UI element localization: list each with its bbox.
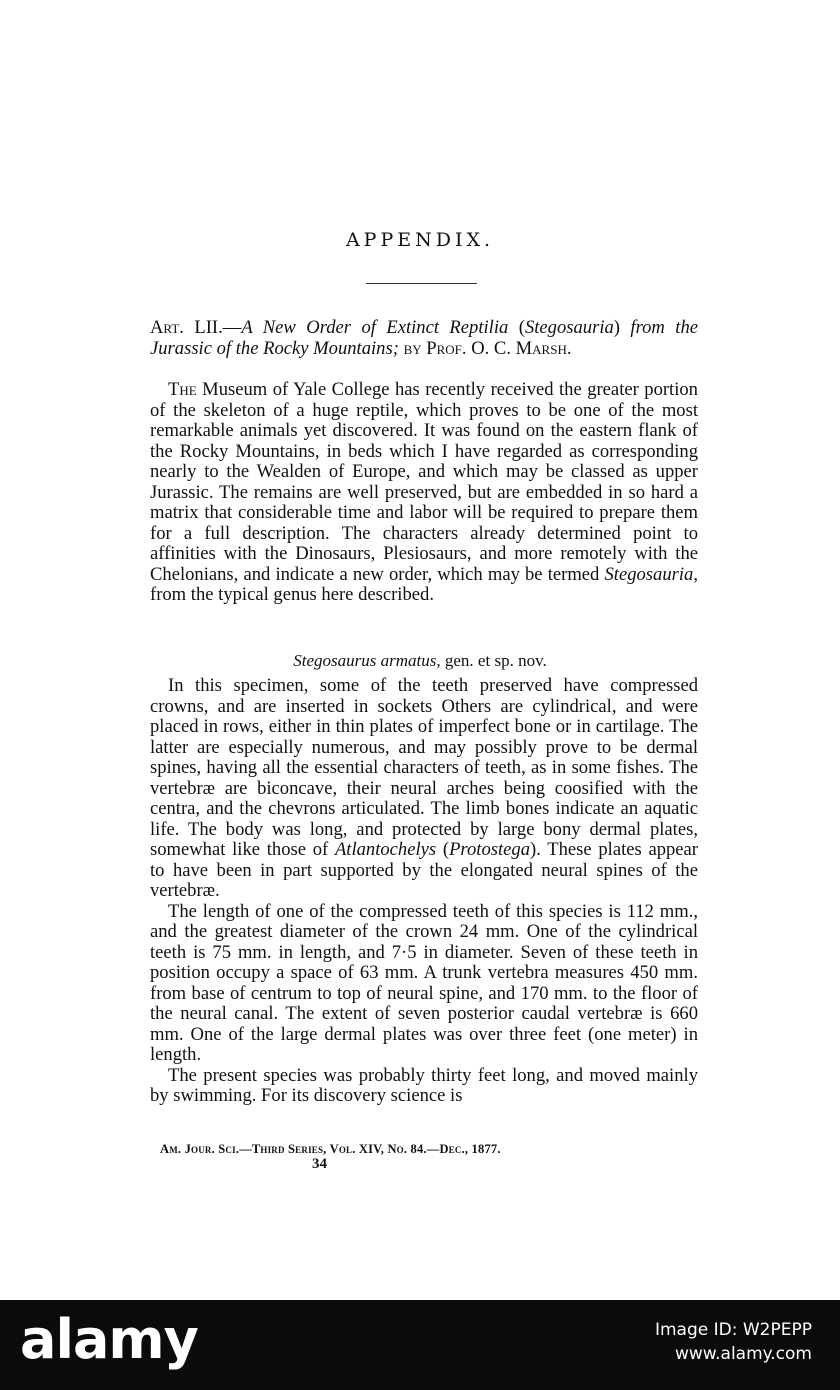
alamy-logo: alamy (20, 1308, 198, 1371)
image-id: Image ID: W2PEPP (654, 1320, 812, 1340)
paragraph-1-text-a: Museum of Yale College has recently received the greater portion of the skeleton of a huge reptile, which proves to be one of the most remarkable animals yet discovered. It was found on the eastern flank of the Rocky Mountains, in beds which I have regarded as corresponding nearly to the Wealden of Europe, and which may be classed as upper Jurassic. The remains are well preserved, but are embedded in so hard a matrix that considerable time and labor will be required to prepare them for a full description. The characters already determined point to affinities with the Dinosaurs, Plesiosaurs, and more remotely with the Chelonians, and indicate a new order, which may be termed (150, 379, 698, 585)
journal-footer: Am. Jour. Sci.—Third Series, Vol. XIV, No. 84.—Dec., 1877. (160, 1142, 501, 1156)
page-heading: APPENDIX. (345, 229, 495, 251)
paragraph-2-text-a: In this specimen, some of the teeth preserved have compressed crowns, and are inserted in sockets Others are cylindrical, and were placed in rows, either in thin plates of imperfect bone or in cartilage. The latter are especially numerous, and may possibly prove to be dermal spines, having all the essential characters of teeth, as in some fishes. The vertebræ are biconcave, their neural arches being coosified with the centra, and the chevrons articulated. The limb bones indicate an aquatic life. The body was long, and protected by large bony dermal plates, somewhat like those of (150, 675, 698, 860)
paragraph-1-text-b: , from the typical genus here described. (150, 563, 698, 605)
body-paragraph-3: The length of one of the compressed teeth of this species is 112 mm., and the greatest diameter of the crown 24 mm. One of the cylindrical teeth is 75 mm. in length, and 7·5 in diameter. Seven of these teeth in position occupy a space of 63 mm. A trunk vertebra measures 450 mm. from base of centrum to top of neural spine, and 170 mm. to the floor of the neural canal. The extent of seven posterior caudal vertebræ is 660 mm. One of the large dermal plates was over three feet (one meter) in length. (150, 900, 698, 1065)
page-number: 34 (312, 1156, 327, 1172)
article-number: Art. LII. (150, 317, 223, 338)
article-title: Art. LII.—A New Order of Extinct Reptilia (Stegosauria) from the Jurassic of the Rocky Mountains; by Prof. O. C. Marsh. (150, 317, 698, 359)
paragraph-2-text-b: ). These plates appear to have been in part supported by the elongated neural spines of the vertebræ. (150, 839, 698, 901)
paragraph-1-italic: Stegosauria (604, 563, 694, 585)
body-paragraph-1 (150, 380, 698, 606)
title-italic-1: A New Order of Extinct Reptilia (241, 317, 509, 338)
body-paragraph-4: The present species was probably thirty feet long, and moved mainly by swimming. For its discovery science is (150, 1064, 698, 1106)
paragraph-2-italic: Atlantochelys (334, 839, 437, 860)
title-italic-2: from the Jurassic of the Rocky Mountains; (150, 317, 698, 359)
species-name: Stegosaurus armatus (293, 651, 437, 670)
heading-divider (366, 283, 477, 284)
image-id-block (655, 1318, 812, 1366)
stock-watermark-banner (0, 1300, 840, 1390)
species-subheading (0, 651, 840, 671)
paragraph-lead: The (168, 379, 197, 400)
body-paragraph-2 (150, 676, 698, 902)
title-group: Stegosauria (524, 317, 614, 338)
body-paragraphs (150, 676, 698, 1107)
paragraph-2-italic-2: Protostega (449, 839, 530, 860)
title-dash: — (222, 317, 242, 338)
article-byline: by Prof. O. C. Marsh. (403, 337, 572, 359)
paragraph-2-paren: ( (436, 839, 450, 860)
species-designation: , gen. et sp. nov. (436, 651, 547, 670)
site-url: www.alamy.com (674, 1344, 812, 1364)
